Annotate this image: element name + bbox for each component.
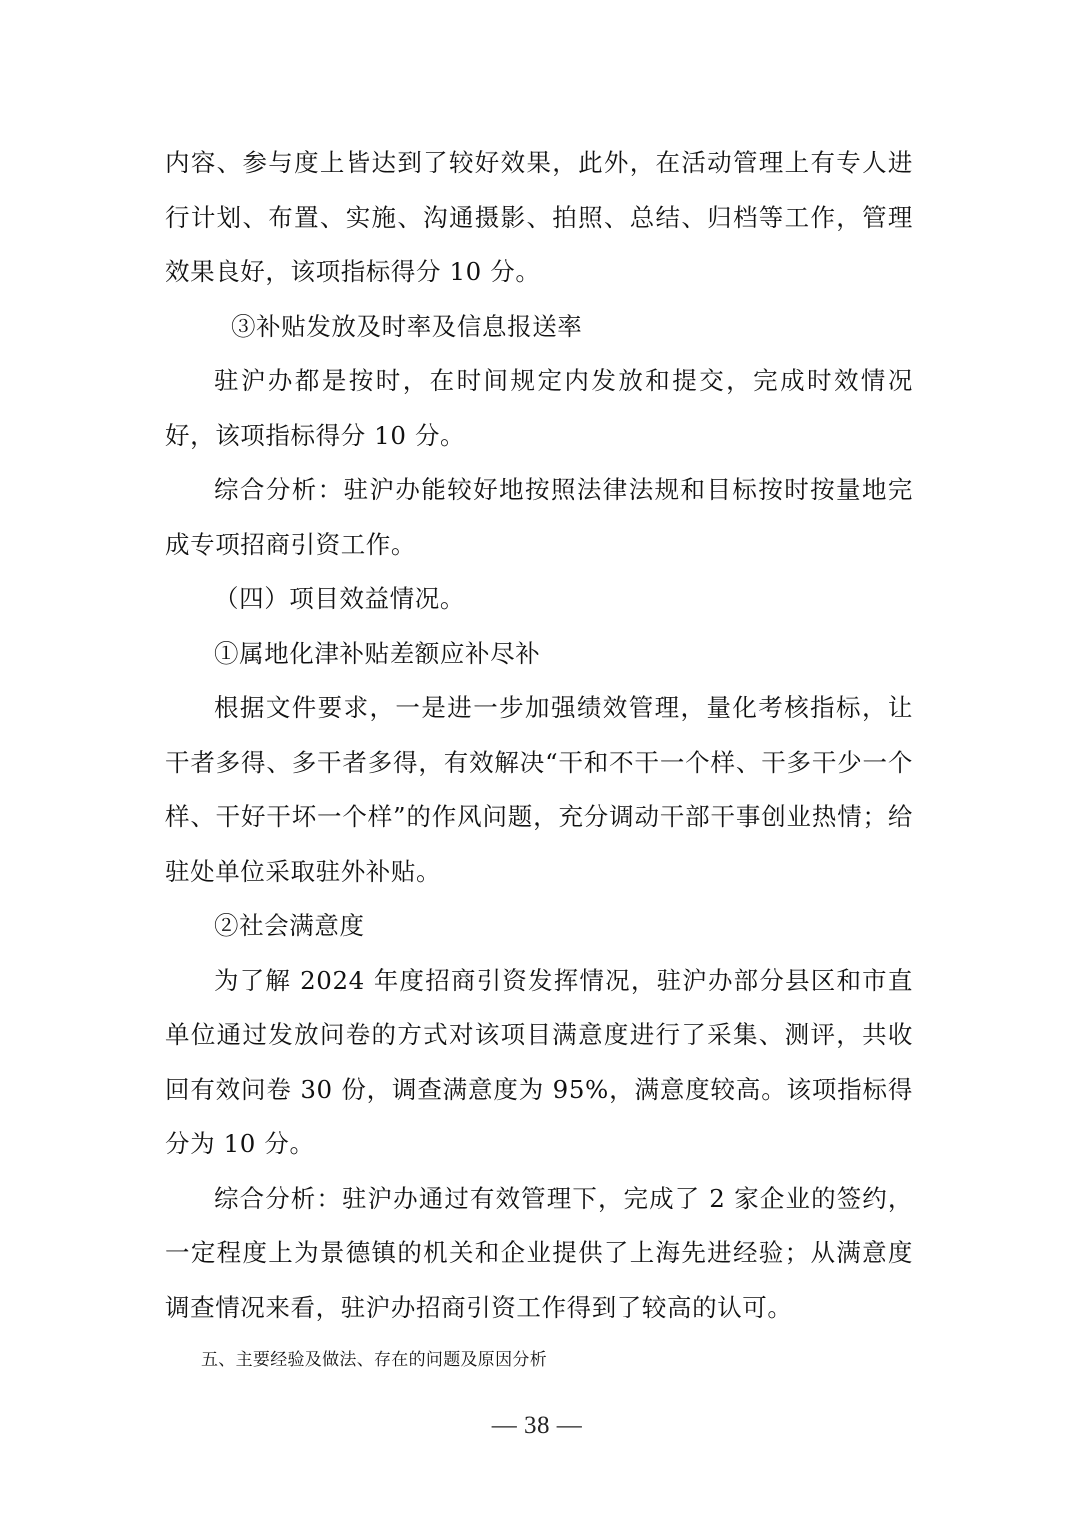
subheading-social-satisfaction: ②社会满意度 <box>214 911 365 940</box>
paragraph-performance-management: 根据文件要求，一是进一步加强绩效管理，量化考核指标，让干者多得、多干者多得，有效解决“干和不干一个样、干多干少一个样、干好干坏一个样”的作风问题，充分调动干部干事创业热情；给驻处单位采取驻外补贴。 <box>165 693 913 886</box>
section-heading: 五、主要经验及做法、存在的问题及原因分析 <box>201 1350 547 1370</box>
subheading-project-benefits: （四）项目效益情况。 <box>214 584 465 613</box>
paragraph-activity-management: 内容、参与度上皆达到了较好效果，此外，在活动管理上有专人进行计划、布置、实施、沟通摄影、拍照、总结、归档等工作，管理效果良好，该项指标得分 10 分。 <box>165 148 913 286</box>
paragraph-subsidy-timeliness: 驻沪办都是按时，在时间规定内发放和提交，完成时效情况好，该项指标得分 10 分。 <box>165 366 913 450</box>
subheading-allowance-difference: ①属地化津补贴差额应补尽补 <box>214 638 541 668</box>
paragraph-comprehensive-analysis-2: 综合分析：驻沪办通过有效管理下，完成了 2 家企业的签约，一定程度上为景德镇的机关和企业提供了上海先进经验；从满意度调查情况来看，驻沪办招商引资工作得到了较高的认可。 <box>165 1183 913 1322</box>
subheading-subsidy-timeliness: ③补贴发放及时率及信息报送率 <box>231 311 583 341</box>
document-body <box>165 136 913 1335</box>
paragraph-satisfaction-survey: 为了解 2024 年度招商引资发挥情况，驻沪办部分县区和市直单位通过发放问卷的方式对该项目满意度进行了采集、测评，共收回有效问卷 30 份，调查满意度为 95%，满意度较高。该项指标得分为 10 分。 <box>165 965 913 1158</box>
page-number: — 38 — <box>491 1412 583 1439</box>
paragraph-comprehensive-analysis-1: 综合分析：驻沪办能较好地按照法律法规和目标按时按量地完成专项招商引资工作。 <box>165 475 913 559</box>
